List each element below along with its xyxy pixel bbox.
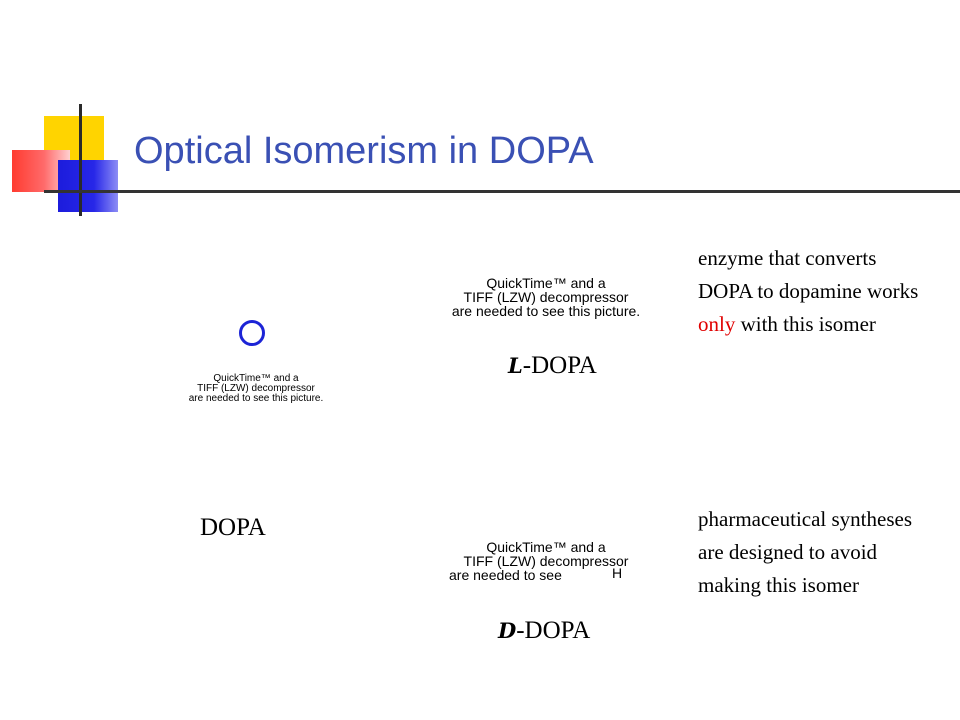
l-dopa-text: -DOPA	[522, 352, 597, 379]
dopa-image-placeholder	[188, 374, 324, 404]
d-dopa-note: pharmaceutical syntheses are designed to avoid making this isomer	[698, 507, 912, 597]
d-prefix: D	[498, 618, 517, 643]
placeholder-line-3: are needed to see this picture.	[451, 303, 641, 319]
l-dopa-note	[698, 242, 928, 341]
dopa-label: DOPA	[200, 514, 266, 541]
l-note-highlight: only	[698, 312, 736, 336]
l-dopa-label	[508, 352, 597, 380]
slide-title: Optical Isomerism in DOPA	[134, 130, 594, 172]
l-dopa-image-placeholder	[444, 276, 648, 318]
title-decoration-vertical-line	[79, 104, 82, 216]
placeholder-line-2: TIFF (LZW) decompressor	[463, 553, 629, 569]
l-note-after: with this isomer	[735, 312, 876, 336]
l-note-before: enzyme that converts DOPA to dopamine works	[698, 246, 919, 303]
placeholder-line-2: TIFF (LZW) decompressor	[463, 289, 629, 305]
d-dopa-text: -DOPA	[516, 617, 591, 644]
circle-icon	[239, 320, 265, 346]
l-prefix: L	[508, 353, 523, 378]
placeholder-line-1: QuickTime™ and a	[486, 539, 606, 555]
d-dopa-label	[498, 617, 590, 645]
placeholder-line-1: QuickTime™ and a	[213, 373, 299, 384]
h-atom-label: H	[612, 565, 623, 581]
title-underline	[44, 190, 960, 193]
placeholder-line-3-partial: are needed to see	[449, 567, 562, 583]
placeholder-line-1: QuickTime™ and a	[486, 275, 606, 291]
title-decoration-blue-square	[58, 160, 118, 212]
placeholder-line-3: are needed to see this picture.	[188, 393, 324, 404]
placeholder-line-2: TIFF (LZW) decompressor	[197, 383, 315, 394]
